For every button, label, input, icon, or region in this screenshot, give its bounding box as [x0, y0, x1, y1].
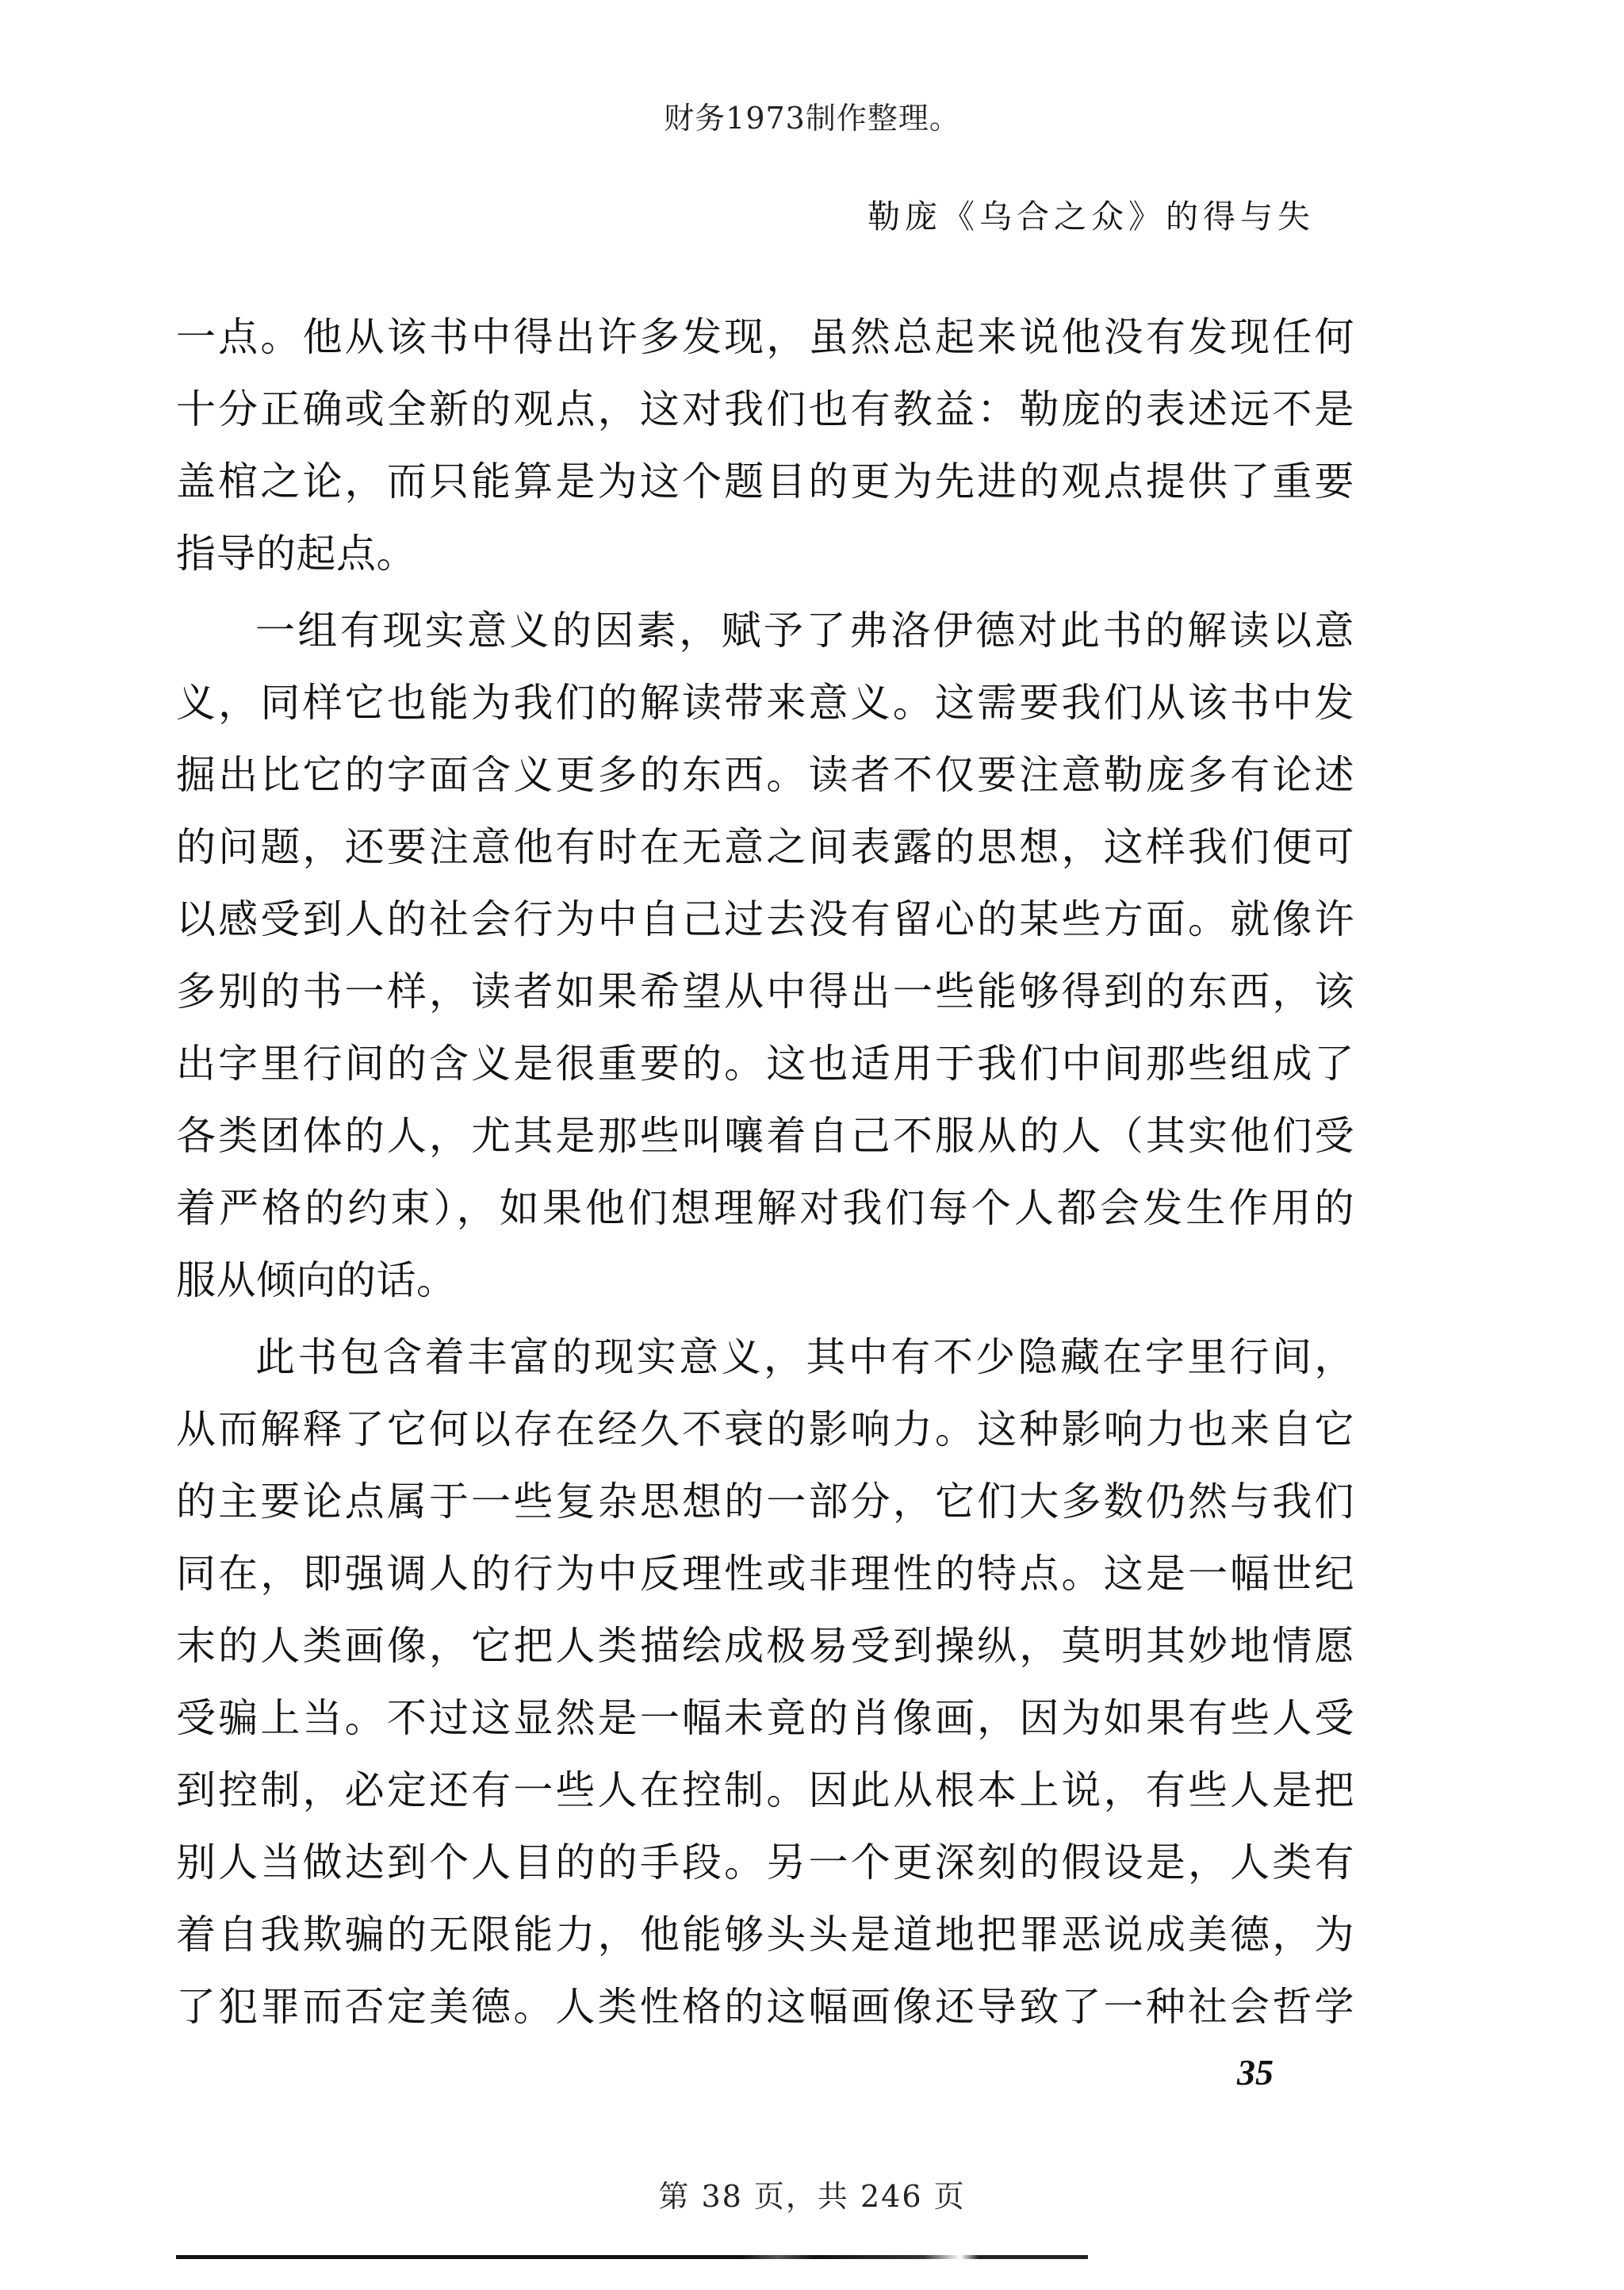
- paragraph-1: [176, 301, 1354, 590]
- page-number: 35: [1237, 2052, 1274, 2092]
- text-line: 多别的书一样，读者如果希望从中得出一些能够得到的东西，该: [176, 969, 1354, 1015]
- text-line: 各类团体的人，尤其是那些叫嚷着自己不服从的人（其实他们受: [176, 1113, 1354, 1159]
- scan-rule-divider: [176, 2255, 1088, 2259]
- text-line: 别人当做达到个人目的的手段。另一个更深刻的假设是，人类有: [176, 1839, 1354, 1885]
- text-line: 着严格的约束），如果他们想理解对我们每个人都会发生作用的: [176, 1185, 1354, 1231]
- text-line: 以感受到人的社会行为中自己过去没有留心的某些方面。就像许: [176, 896, 1354, 942]
- text-line: 从而解释了它何以存在经久不衰的影响力。这种影响力也来自它: [176, 1406, 1354, 1452]
- text-line: 的问题，还要注意他有时在无意之间表露的思想，这样我们便可: [176, 824, 1354, 870]
- text-line: 服从倾向的话。: [176, 1257, 457, 1303]
- text-line: 一点。他从该书中得出许多发现，虽然总起来说他没有发现任何: [176, 314, 1354, 360]
- text-line: 此书包含着丰富的现实意义，其中有不少隐藏在字里行间，: [255, 1334, 1354, 1380]
- text-line: 十分正确或全新的观点，这对我们也有教益：勒庞的表述远不是: [176, 386, 1354, 432]
- text-line: 出字里行间的含义是很重要的。这也适用于我们中间那些组成了: [176, 1041, 1354, 1087]
- paragraph-3: [176, 1321, 1354, 2043]
- text-line: 盖棺之论，而只能算是为这个题目的更为先进的观点提供了重要: [176, 458, 1354, 504]
- paragraph-2: [176, 595, 1354, 1317]
- page-footer: 第 38 页，共 246 页: [658, 2179, 966, 2214]
- text-line: 到控制，必定还有一些人在控制。因此从根本上说，有些人是把: [176, 1767, 1354, 1813]
- text-line: 着自我欺骗的无限能力，他能够头头是道地把罪恶说成美德，为: [176, 1912, 1354, 1958]
- text-line: 受骗上当。不过这显然是一幅未竟的肖像画，因为如果有些人受: [176, 1695, 1354, 1741]
- text-line: 指导的起点。: [176, 531, 416, 577]
- text-line: 一组有现实意义的因素，赋予了弗洛伊德对此书的解读以意: [255, 608, 1354, 654]
- text-line: 的主要论点属于一些复杂思想的一部分，它们大多数仍然与我们: [176, 1479, 1354, 1525]
- text-line: 了犯罪而否定美德。人类性格的这幅画像还导致了一种社会哲学: [176, 1984, 1354, 2030]
- watermark-text: 财务1973制作整理。: [664, 101, 960, 136]
- text-line: 同在，即强调人的行为中反理性或非理性的特点。这是一幅世纪: [176, 1551, 1354, 1597]
- running-head: 勒庞《乌合之众》的得与失: [868, 198, 1315, 236]
- text-line: 末的人类画像，它把人类描绘成极易受到操纵，莫明其妙地情愿: [176, 1623, 1354, 1669]
- text-line: 掘出比它的字面含义更多的东西。读者不仅要注意勒庞多有论述: [176, 752, 1354, 798]
- body-text: [176, 301, 1354, 2048]
- text-line: 义，同样它也能为我们的解读带来意义。这需要我们从该书中发: [176, 680, 1354, 726]
